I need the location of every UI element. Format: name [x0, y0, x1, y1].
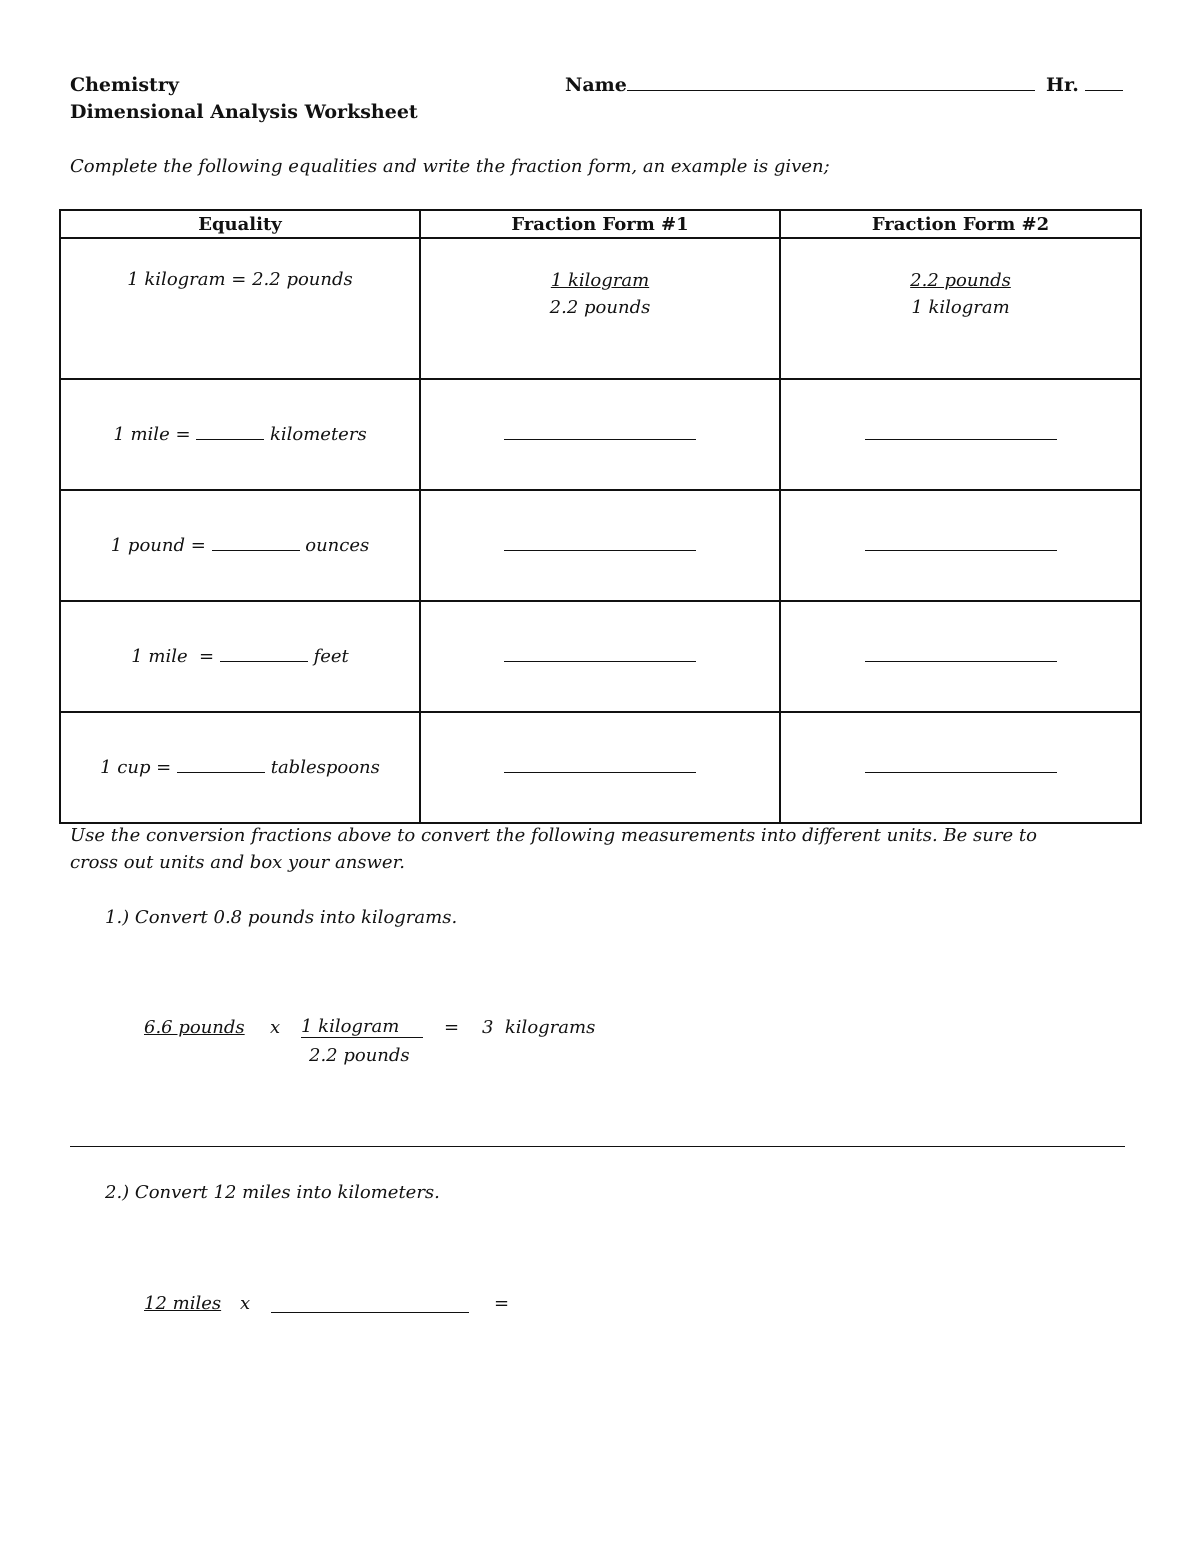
problem2-label: 2.) Convert 12 miles into kilometers.: [105, 1182, 440, 1203]
fraction2-blank[interactable]: [865, 772, 1057, 773]
equality-unit: ounces: [299, 535, 370, 556]
table-header-row: [60, 210, 1141, 238]
hour-blank[interactable]: [1085, 90, 1123, 91]
conversion-table: [59, 209, 1142, 824]
fraction1-cell[interactable]: [420, 379, 780, 490]
problem1-equals: =: [444, 1017, 460, 1038]
equality-blank[interactable]: [212, 550, 300, 551]
name-label: Name: [565, 74, 627, 96]
equality-prefix: 1 mile =: [131, 646, 220, 667]
problem1-label: 1.) Convert 0.8 pounds into kilograms.: [105, 907, 458, 928]
fraction2-blank[interactable]: [865, 661, 1057, 662]
header-fraction-form-1: Fraction Form #1: [420, 210, 780, 238]
fraction2-blank[interactable]: [865, 550, 1057, 551]
equality-cell[interactable]: [60, 490, 420, 601]
equality-blank[interactable]: [196, 439, 264, 440]
table-row: [60, 490, 1141, 601]
fraction2-cell[interactable]: [780, 379, 1141, 490]
fraction2-cell[interactable]: [780, 601, 1141, 712]
table-row: [60, 601, 1141, 712]
problem1-fraction-top: 1 kilogram: [301, 1017, 423, 1038]
name-blank[interactable]: [627, 90, 1035, 91]
fraction1-blank[interactable]: [504, 661, 696, 662]
example-form2: [780, 238, 1141, 379]
fraction1-cell[interactable]: [420, 490, 780, 601]
conversion-instructions-line2: cross out units and box your answer.: [70, 852, 405, 873]
hour-label: Hr.: [1046, 74, 1079, 96]
fraction1-cell[interactable]: [420, 712, 780, 823]
equality-unit: tablespoons: [265, 757, 380, 778]
table-row: [60, 712, 1141, 823]
fraction1-cell[interactable]: [420, 601, 780, 712]
name-field[interactable]: [565, 74, 1035, 96]
problem1-times: x: [270, 1017, 281, 1038]
problem2-equals: =: [494, 1293, 510, 1314]
problem2-times: x: [240, 1293, 251, 1314]
conversion-instructions-line1: Use the conversion fractions above to convert the following measurements into different units. Be sure to: [70, 825, 1037, 846]
section-divider: [70, 1146, 1125, 1147]
fraction2-blank[interactable]: [865, 439, 1057, 440]
equality-unit: kilometers: [264, 424, 367, 445]
fraction2-cell[interactable]: [780, 490, 1141, 601]
equality-cell[interactable]: [60, 379, 420, 490]
problem1-result: 3 kilograms: [482, 1017, 596, 1038]
fraction1-blank[interactable]: [504, 772, 696, 773]
fraction1-blank[interactable]: [504, 439, 696, 440]
example-form1-bottom: 2.2 pounds: [549, 297, 651, 318]
example-equality: 1 kilogram = 2.2 pounds: [60, 238, 420, 379]
table-row: [60, 379, 1141, 490]
example-form1-top: 1 kilogram: [550, 270, 650, 291]
problem1-given: 6.6 pounds: [144, 1017, 245, 1038]
example-form2-top: 2.2 pounds: [910, 270, 1011, 291]
example-form2-bottom: 1 kilogram: [911, 297, 1010, 318]
equality-blank[interactable]: [220, 661, 308, 662]
equality-prefix: 1 pound =: [110, 535, 212, 556]
fraction1-blank[interactable]: [504, 550, 696, 551]
equality-unit: feet: [307, 646, 349, 667]
worksheet-title: Dimensional Analysis Worksheet: [70, 101, 418, 123]
equality-prefix: 1 mile =: [113, 424, 197, 445]
header-fraction-form-2: Fraction Form #2: [780, 210, 1141, 238]
course-title: Chemistry: [70, 74, 179, 96]
header-equality: Equality: [60, 210, 420, 238]
problem2-fraction-blank[interactable]: [271, 1312, 469, 1313]
fraction2-cell[interactable]: [780, 712, 1141, 823]
equality-blank[interactable]: [177, 772, 265, 773]
instructions: Complete the following equalities and write the fraction form, an example is given;: [70, 156, 830, 177]
hour-field[interactable]: [1046, 74, 1123, 96]
table-row-example: [60, 238, 1141, 379]
equality-cell[interactable]: [60, 601, 420, 712]
problem1-fraction-bottom: 2.2 pounds: [309, 1045, 410, 1066]
problem2-given: 12 miles: [144, 1293, 222, 1314]
example-form1: [420, 238, 780, 379]
equality-cell[interactable]: [60, 712, 420, 823]
equality-prefix: 1 cup =: [100, 757, 177, 778]
